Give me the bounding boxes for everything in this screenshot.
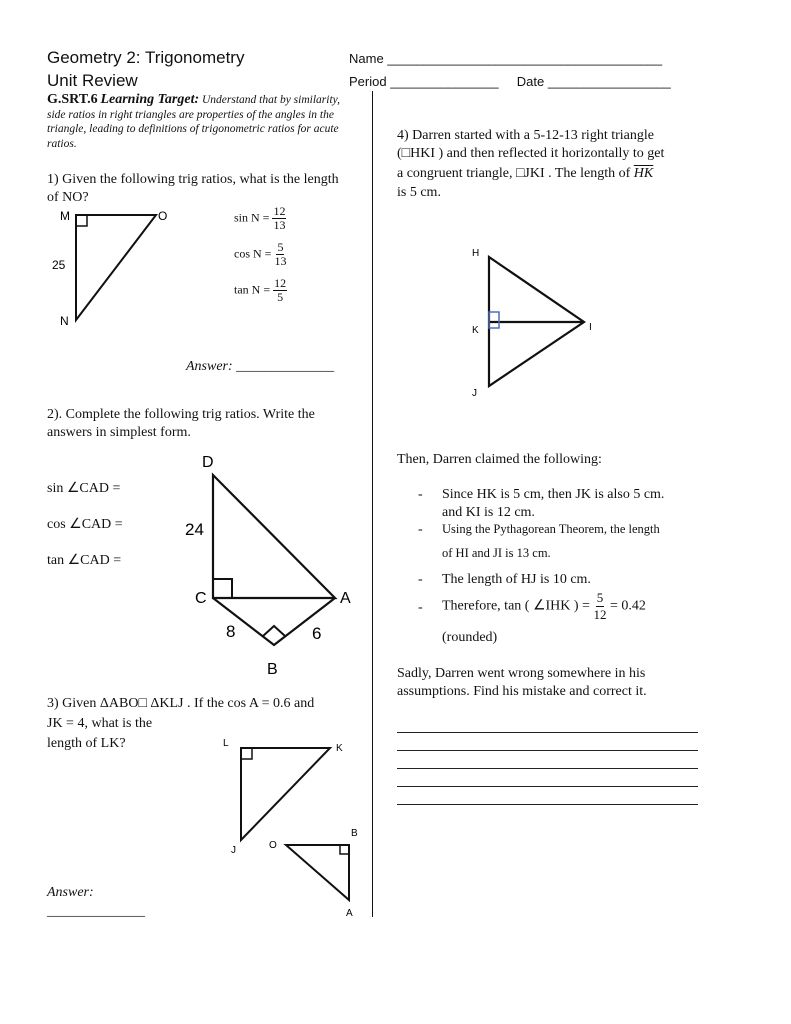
answer-line[interactable] [397,786,698,787]
q1-cos [234,241,286,268]
q3-answer-label: Answer: [47,885,94,900]
q1-label-m: M [60,209,70,223]
date-label: Date [516,74,545,89]
q1-label-o: O [158,209,168,223]
q3-label-b: B [351,828,358,839]
q1-tan-label: tan N = [234,282,271,297]
q4-line1: 4) Darren started with a 5-12-13 right triangle [397,128,654,143]
q4-claim2b: of HI and JI is 13 cm. [442,546,551,560]
q1-cos-num: 5 [277,240,284,254]
q3-label-o: O [269,840,277,851]
q3-label-a: A [346,908,353,919]
q4-label-i: I [589,322,592,333]
answer-line[interactable] [397,750,698,751]
target-code: G.SRT.6 [47,92,98,107]
target-text: Understand that by similarity, side ratios in right triangles are properties of the angles in the triangle, leading to definitions of trigonometric ratios for acute ratios. [47,94,340,150]
q2-side-8: 8 [226,622,236,641]
q3-text-line1 [47,695,314,713]
q4-claim4 [442,590,646,623]
q4-line3 [397,165,653,183]
q1-triangle-figure [50,203,180,328]
q4-claim1a: Since HK is 5 cm, then JK is also 5 cm. [442,487,665,502]
q3-text-line2: JK = 4, what is the [47,716,153,731]
q4-claim4-pre: Therefore, tan ( ∠IHK ) = [442,598,590,614]
q2-right-angle-c [213,579,232,598]
q1-right-angle-mark [76,215,87,226]
q4-line3-text: a congruent triangle, □JKI . The length of [397,166,631,181]
period-blank: _______________ [390,74,499,89]
q2-label-c: C [195,590,207,607]
q1-tan [234,277,287,304]
q1-sin [234,205,286,232]
q2-triangle-figure [180,450,360,680]
q1-tan-num: 12 [274,276,287,290]
q3-label-j: J [231,845,236,856]
q2-label-d: D [202,454,214,471]
q4-conclusion-line2: assumptions. Find his mistake and correct it. [397,684,647,699]
q2-right-angle-b [263,626,285,636]
q4-dash-3: - [418,572,423,587]
target-label: Learning Target: [100,92,200,107]
q3-text-line3: length of LK? [47,736,126,751]
q3-label-k: K [336,743,343,754]
q1-sin-den: 13 [273,218,286,232]
answer-line[interactable] [397,732,698,733]
q1-answer[interactable] [186,358,334,376]
q4-claim-intro: Then, Darren claimed the following: [397,452,602,467]
page-title: Geometry 2: Trigonometry [47,48,245,67]
q4-label-h: H [472,248,480,259]
q4-right-angle-k [489,312,499,328]
q4-dash-1: - [418,487,423,502]
q4-line4: is 5 cm. [397,185,441,200]
q3-right-angle-b [340,845,349,854]
period-label: Period [349,74,387,89]
q2-side-6: 6 [312,624,322,643]
q1-text: 1) Given the following trig ratios, what is the length of NO? [47,172,339,205]
q3-triangle-klj [241,748,330,840]
q2-label-b: B [267,661,278,678]
period-field[interactable] [349,74,671,89]
q3-label-l: L [223,738,229,749]
q1-side-length: 25 [52,258,66,272]
q3-given: 3) Given ΔABO□ ΔKLJ . If the cos A = 0.6 and [47,696,315,711]
answer-line[interactable] [397,768,698,769]
q1-sin-label: sin N = [234,210,270,225]
name-label: Name [349,51,384,66]
q3-right-angle-l [241,748,252,759]
q1-cos-den: 13 [274,254,287,268]
q4-claim1b: and KI is 12 cm. [442,505,535,520]
q4-claim3: The length of HJ is 10 cm. [442,572,591,587]
page-subtitle: Unit Review [47,71,138,90]
q2-text: 2). Complete the following trig ratios. Write the answers in simplest form. [47,407,315,440]
q3-answer-blank[interactable]: ______________ [47,904,145,919]
q4-dash-2: - [418,522,423,537]
name-field[interactable] [349,51,662,66]
q1-answer-blank: ______________ [236,359,335,374]
q2-cos: cos ∠CAD = [47,517,123,532]
date-blank: _________________ [547,74,671,89]
q2-sin: sin ∠CAD = [47,481,121,496]
q3-triangles-figure [215,735,365,925]
q4-claim4-rounded: (rounded) [442,630,498,645]
name-blank: ______________________________________ [387,51,663,66]
q4-triangle-figure [460,240,610,405]
q4-segment-hk: $\overline{HK}$ [633,166,654,181]
q2-tan: tan ∠CAD = [47,553,122,568]
q1-sin-num: 12 [273,204,286,218]
q4-claim4-post: = 0.42 [609,598,646,614]
q1-cos-label: cos N = [234,246,272,261]
q4-dash-4: - [418,600,423,615]
column-divider [372,91,373,917]
q4-claim2a: Using the Pythagorean Theorem, the length [442,522,660,536]
q1-tan-den: 5 [277,290,284,304]
q2-side-24: 24 [185,520,204,539]
q2-label-a: A [340,590,351,607]
q1-label-n: N [60,314,69,328]
q1-triangle [76,215,156,320]
learning-target [47,93,347,151]
q4-claim4-num: 5 [596,590,604,605]
q4-claim4-den: 12 [593,607,607,622]
q4-label-k: K [472,325,479,336]
answer-line[interactable] [397,804,698,805]
q4-label-j: J [472,388,477,399]
q1-answer-label: Answer: [186,359,233,374]
q4-line2: (□HKI ) and then reflected it horizontally to get [397,146,665,161]
q4-conclusion-line1: Sadly, Darren went wrong somewhere in his [397,666,646,681]
